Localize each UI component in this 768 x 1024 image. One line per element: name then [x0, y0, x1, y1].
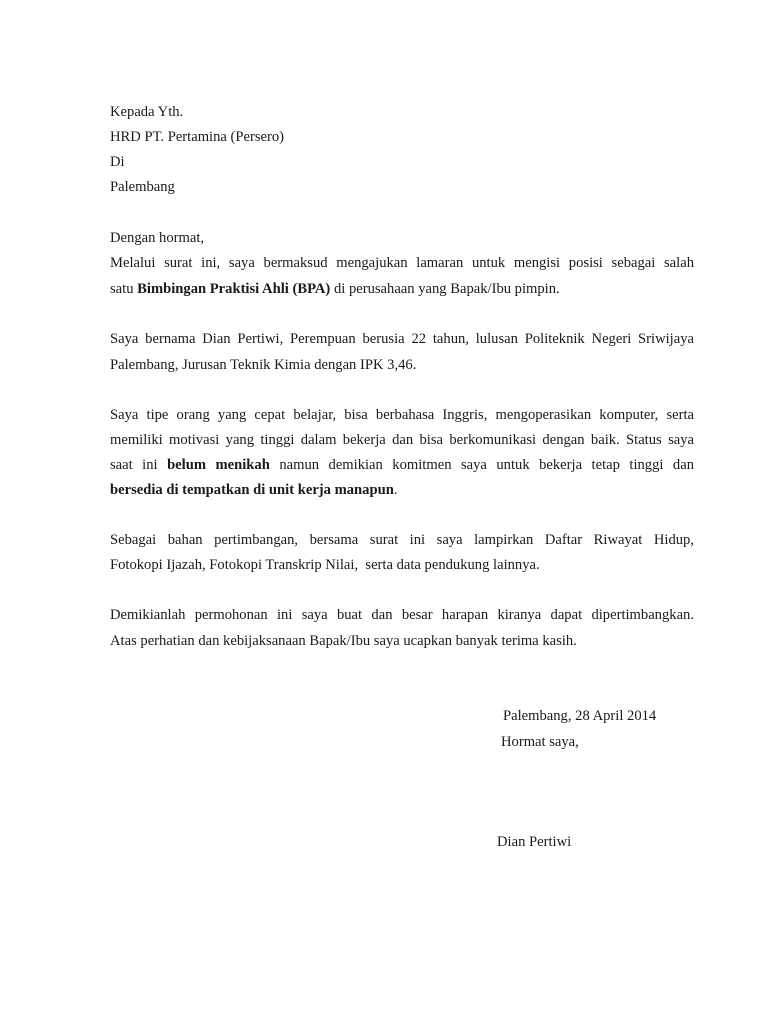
place-date: Palembang, 28 April 2014: [503, 708, 657, 724]
salutation: Dengan hormat,: [110, 230, 205, 246]
paragraph-3-line-4: [110, 481, 397, 499]
paragraph-3-line-2: memiliki motivasi yang tinggi dalam bekerja dan bisa berkomunikasi dengan baik. Status saya: [110, 432, 694, 448]
paragraph-3-line-3: [110, 456, 694, 474]
recipient-line-4: Palembang: [110, 179, 175, 195]
paragraph-2-line-1: Saya bernama Dian Pertiwi, Perempuan berusia 22 tahun, lulusan Politeknik Negeri Sriwijaya: [110, 331, 694, 347]
marital-status: belum menikah: [167, 457, 270, 473]
recipient-line-2: HRD PT. Pertamina (Persero): [110, 129, 285, 145]
recipient-line-3: Di: [110, 154, 125, 170]
paragraph-5-line-2: Atas perhatian dan kebijaksanaan Bapak/Ibu saya ucapkan banyak terima kasih.: [110, 633, 577, 649]
paragraph-5-line-1: Demikianlah permohonan ini saya buat dan besar harapan kiranya dapat dipertimbangkan.: [110, 607, 694, 623]
recipient-line-1: Kepada Yth.: [110, 104, 184, 120]
text: saat ini: [110, 457, 168, 473]
placement-statement: bersedia di tempatkan di unit kerja manapun: [110, 482, 394, 498]
position-name: Bimbingan Praktisi Ahli (BPA): [137, 281, 331, 297]
signer-name: Dian Pertiwi: [497, 834, 572, 850]
text: .: [393, 482, 398, 498]
closing-regards: Hormat saya,: [501, 734, 579, 750]
text: satu: [110, 281, 138, 297]
paragraph-1-line-2: [110, 280, 560, 298]
paragraph-3-line-1: Saya tipe orang yang cepat belajar, bisa berbahasa Inggris, mengoperasikan komputer, serta: [110, 407, 694, 423]
paragraph-4-line-2: Fotokopi Ijazah, Fotokopi Transkrip Nilai, serta data pendukung lainnya.: [110, 557, 540, 573]
text: namun demikian komitmen saya untuk bekerja tetap tinggi dan: [269, 457, 694, 473]
paragraph-2-line-2: Palembang, Jurusan Teknik Kimia dengan IPK 3,46.: [110, 357, 417, 373]
paragraph-1-line-1: Melalui surat ini, saya bermaksud mengajukan lamaran untuk mengisi posisi sebagai salah: [110, 255, 694, 271]
paragraph-4-line-1: Sebagai bahan pertimbangan, bersama surat ini saya lampirkan Daftar Riwayat Hidup,: [110, 532, 694, 548]
text: di perusahaan yang Bapak/Ibu pimpin.: [330, 281, 560, 297]
